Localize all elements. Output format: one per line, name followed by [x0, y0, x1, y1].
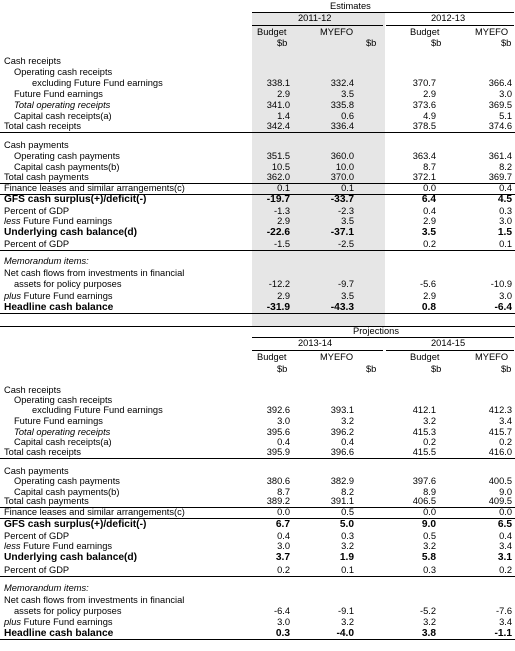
- cell-value: -4.0: [336, 628, 354, 639]
- cell-value: 0.2: [423, 239, 436, 249]
- row-label: Capital cash payments(b): [14, 162, 120, 172]
- row-label: Operating cash receipts: [14, 395, 113, 405]
- divider: [252, 337, 514, 338]
- cell-value: 3.0: [277, 416, 290, 426]
- cell-value: 8.7: [423, 162, 436, 172]
- year-header: 2012-13: [431, 13, 466, 23]
- cell-value: -10.9: [490, 279, 512, 289]
- divider: [386, 350, 514, 351]
- cell-value: 2.9: [277, 291, 290, 301]
- cell-value: -31.9: [266, 302, 290, 313]
- cell-value: -33.7: [330, 194, 354, 205]
- cell-value: 382.9: [330, 476, 354, 486]
- row-label: Total cash receipts: [4, 447, 81, 457]
- cell-value: 369.7: [488, 172, 512, 182]
- table-row: [0, 496, 515, 507]
- cell-value: 391.1: [330, 496, 354, 506]
- cell-value: 336.4: [330, 121, 354, 131]
- cell-value: 3.2: [423, 617, 436, 627]
- group-title: Projections: [353, 326, 399, 336]
- cell-value: 0.1: [277, 183, 290, 193]
- cell-value: 415.7: [488, 427, 512, 437]
- row-label: Underlying cash balance(d): [4, 552, 138, 563]
- cell-value: -2.5: [337, 239, 354, 249]
- cell-value: 4.9: [423, 111, 436, 121]
- cell-value: 0.3: [341, 531, 354, 541]
- row-label: GFS cash surplus(+)/deficit(-): [4, 194, 147, 205]
- cell-value: 8.2: [499, 162, 512, 172]
- cell-value: 3.0: [277, 541, 290, 551]
- table-row: [0, 268, 515, 279]
- row-label: Total cash payments: [4, 496, 89, 506]
- cell-value: 396.6: [330, 447, 354, 457]
- cell-value: 0.2: [499, 437, 512, 447]
- row-label: excluding Future Fund earnings: [32, 78, 163, 88]
- cell-value: 0.5: [423, 531, 436, 541]
- row-label: Capital cash receipts(a): [14, 111, 112, 121]
- cell-value: -1.1: [494, 628, 512, 639]
- row-divider: [0, 576, 515, 577]
- row-label: plus Future Fund earnings: [4, 291, 113, 301]
- row-label: Cash receipts: [4, 56, 61, 66]
- cell-value: -2.3: [337, 206, 354, 216]
- cell-value: 1.5: [497, 227, 512, 238]
- row-label: less Future Fund earnings: [4, 541, 113, 551]
- row-label: Headline cash balance: [4, 628, 114, 639]
- row-divider: [0, 132, 515, 133]
- cell-value: 338.1: [266, 78, 290, 88]
- cell-value: 2.9: [423, 291, 436, 301]
- row-label: Operating cash receipts: [14, 67, 113, 77]
- cell-value: 412.3: [488, 405, 512, 415]
- table-row: [0, 227, 515, 238]
- row-label: Net cash flows from investments in financial: [4, 595, 185, 605]
- cell-value: 360.0: [330, 151, 354, 161]
- cell-value: 0.2: [423, 437, 436, 447]
- row-label: Percent of GDP: [4, 531, 70, 541]
- table-row: [0, 56, 515, 67]
- table-row: [0, 302, 515, 313]
- row-label: Memorandum items:: [4, 583, 89, 593]
- cell-value: 406.5: [412, 496, 436, 506]
- cell-value: 409.5: [488, 496, 512, 506]
- cell-value: 10.0: [335, 162, 354, 172]
- row-label: Memorandum items:: [4, 256, 89, 266]
- cell-value: 3.5: [341, 216, 354, 226]
- cell-value: -1.5: [273, 239, 290, 249]
- cell-value: 0.0: [423, 183, 436, 193]
- year-header: 2011-12: [298, 13, 332, 23]
- column-header: Budget: [410, 27, 440, 37]
- row-label: assets for policy purposes: [14, 279, 122, 289]
- row-label: Percent of GDP: [4, 239, 70, 249]
- group-title: Estimates: [330, 1, 371, 11]
- cell-value: -12.2: [268, 279, 290, 289]
- cell-value: 0.4: [499, 531, 512, 541]
- cell-value: 0.0: [277, 507, 290, 517]
- unit-label: $b: [501, 364, 512, 374]
- row-label: Percent of GDP: [4, 565, 70, 575]
- cell-value: 370.7: [412, 78, 436, 88]
- divider: [252, 350, 383, 351]
- cell-value: 3.0: [499, 89, 512, 99]
- cell-value: -9.7: [337, 279, 354, 289]
- cell-value: 3.2: [341, 416, 354, 426]
- cell-value: 369.5: [488, 100, 512, 110]
- cell-value: 415.5: [412, 447, 436, 457]
- cell-value: 0.0: [499, 507, 512, 517]
- cell-value: -6.4: [494, 302, 512, 313]
- cell-value: 378.5: [412, 121, 436, 131]
- table-row: [0, 78, 515, 89]
- row-label: Operating cash payments: [14, 151, 120, 161]
- cell-value: 0.3: [275, 628, 290, 639]
- cell-value: 3.5: [341, 291, 354, 301]
- cell-value: 1.9: [339, 552, 354, 563]
- row-divider: [0, 458, 515, 459]
- row-label: Cash receipts: [4, 385, 61, 395]
- row-prefix: plus: [4, 291, 24, 301]
- cell-value: 363.4: [412, 151, 436, 161]
- cell-value: 395.9: [266, 447, 290, 457]
- cell-value: 3.8: [421, 628, 436, 639]
- table-row: [0, 279, 515, 290]
- cell-value: -5.2: [419, 606, 436, 616]
- cell-value: 0.2: [277, 565, 290, 575]
- column-header: MYEFO: [475, 352, 509, 362]
- row-divider: [0, 507, 515, 508]
- cell-value: 10.5: [271, 162, 290, 172]
- row-label: Total cash payments: [4, 172, 89, 182]
- row-prefix: less: [4, 541, 24, 551]
- table-row: [0, 583, 515, 594]
- cell-value: 5.0: [339, 519, 354, 530]
- cell-value: 6.7: [275, 519, 290, 530]
- cell-value: 351.5: [266, 151, 290, 161]
- cell-value: 373.6: [412, 100, 436, 110]
- cell-value: 396.2: [330, 427, 354, 437]
- unit-label: $b: [277, 38, 288, 48]
- unit-label: $b: [431, 38, 442, 48]
- cell-value: 9.0: [499, 487, 512, 497]
- table-row: [0, 256, 515, 267]
- row-prefix: less: [4, 216, 24, 226]
- cell-value: 370.0: [330, 172, 354, 182]
- table-row: [0, 291, 515, 302]
- cell-value: 0.4: [423, 206, 436, 216]
- cell-value: -7.6: [495, 606, 512, 616]
- table-row: [0, 519, 515, 530]
- table-row: [0, 416, 515, 427]
- row-label: Cash payments: [4, 466, 69, 476]
- cell-value: 400.5: [488, 476, 512, 486]
- row-label: Total cash receipts: [4, 121, 81, 131]
- cell-value: 3.4: [499, 416, 512, 426]
- table-row: [0, 628, 515, 639]
- cell-value: 332.4: [330, 78, 354, 88]
- cell-value: 0.4: [277, 531, 290, 541]
- cell-value: 2.9: [423, 89, 436, 99]
- row-label: Headline cash balance: [4, 302, 114, 313]
- cell-value: 3.2: [341, 617, 354, 627]
- cell-value: -37.1: [330, 227, 354, 238]
- cell-value: 3.7: [275, 552, 290, 563]
- cell-value: 0.1: [499, 239, 512, 249]
- unit-label: $b: [431, 364, 442, 374]
- table-row: [0, 405, 515, 416]
- table-row: [0, 617, 515, 628]
- cell-value: 380.6: [266, 476, 290, 486]
- cell-value: 2.9: [277, 89, 290, 99]
- unit-label: $b: [277, 364, 288, 374]
- column-header: MYEFO: [320, 352, 354, 362]
- cell-value: 392.6: [266, 405, 290, 415]
- row-label: Total operating receipts: [14, 100, 111, 110]
- cell-value: 412.1: [412, 405, 436, 415]
- table-row: [0, 447, 515, 458]
- row-label: Operating cash payments: [14, 476, 120, 486]
- cell-value: 361.4: [488, 151, 512, 161]
- column-header: Budget: [410, 352, 440, 362]
- cell-value: -19.7: [266, 194, 290, 205]
- cell-value: 0.4: [277, 437, 290, 447]
- cell-value: 372.1: [412, 172, 436, 182]
- cell-value: 3.2: [423, 541, 436, 551]
- row-divider: [0, 518, 515, 519]
- cell-value: 0.8: [421, 302, 436, 313]
- row-label: excluding Future Fund earnings: [32, 405, 163, 415]
- cell-value: 3.5: [421, 227, 436, 238]
- table-row: [0, 239, 515, 250]
- cell-value: 0.3: [499, 206, 512, 216]
- row-divider: [0, 250, 515, 251]
- cell-value: 3.2: [341, 541, 354, 551]
- row-label: Percent of GDP: [4, 206, 70, 216]
- row-divider: [0, 194, 515, 195]
- year-header: 2014-15: [431, 338, 466, 348]
- row-label: GFS cash surplus(+)/deficit(-): [4, 519, 147, 530]
- row-divider: [0, 183, 515, 184]
- table-row: [0, 183, 515, 194]
- cell-value: 3.0: [499, 216, 512, 226]
- cell-value: 1.4: [277, 111, 290, 121]
- row-divider: [0, 313, 515, 314]
- cell-value: 3.0: [277, 617, 290, 627]
- cell-value: 3.4: [499, 541, 512, 551]
- cell-value: 0.3: [423, 565, 436, 575]
- cell-value: 0.1: [341, 565, 354, 575]
- table-row: [0, 606, 515, 617]
- divider: [252, 25, 383, 26]
- cell-value: 389.2: [266, 496, 290, 506]
- divider: [0, 326, 515, 327]
- column-header: MYEFO: [320, 27, 354, 37]
- row-label: Underlying cash balance(d): [4, 227, 138, 238]
- cell-value: 366.4: [488, 78, 512, 88]
- row-label: Finance leases and similar arrangements(c): [4, 183, 185, 193]
- table-row: [0, 172, 515, 183]
- table-row: [0, 194, 515, 205]
- row-label: plus Future Fund earnings: [4, 617, 113, 627]
- row-label: Total operating receipts: [14, 427, 111, 437]
- cell-value: 5.1: [499, 111, 512, 121]
- row-label: Future Fund earnings: [14, 416, 103, 426]
- column-header: Budget: [257, 352, 287, 362]
- cell-value: 3.0: [499, 291, 512, 301]
- cell-value: 415.3: [412, 427, 436, 437]
- cell-value: 342.4: [266, 121, 290, 131]
- row-label: Net cash flows from investments in financial: [4, 268, 185, 278]
- table-row: [0, 507, 515, 518]
- table-row: [0, 476, 515, 487]
- row-label: Future Fund earnings: [14, 89, 103, 99]
- row-label: Capital cash payments(b): [14, 487, 120, 497]
- row-label: Finance leases and similar arrangements(c): [4, 507, 185, 517]
- cell-value: 362.0: [266, 172, 290, 182]
- table-row: [0, 565, 515, 576]
- column-header: MYEFO: [475, 27, 509, 37]
- cell-value: -6.4: [273, 606, 290, 616]
- cell-value: 416.0: [488, 447, 512, 457]
- table-row: [0, 89, 515, 100]
- table-row: [0, 541, 515, 552]
- cell-value: 8.2: [341, 487, 354, 497]
- table-row: [0, 100, 515, 111]
- cell-value: 395.6: [266, 427, 290, 437]
- row-divider: [0, 639, 515, 640]
- cell-value: 6.5: [497, 519, 512, 530]
- cell-value: -5.6: [419, 279, 436, 289]
- cell-value: 4.5: [497, 194, 512, 205]
- row-label: Capital cash receipts(a): [14, 437, 112, 447]
- cell-value: 5.8: [421, 552, 436, 563]
- projections-table: [0, 326, 515, 651]
- cell-value: 9.0: [421, 519, 436, 530]
- cell-value: 335.8: [330, 100, 354, 110]
- cell-value: 0.6: [341, 111, 354, 121]
- cell-value: 0.5: [341, 507, 354, 517]
- unit-label: $b: [366, 364, 377, 374]
- cell-value: 0.0: [423, 507, 436, 517]
- unit-label: $b: [366, 38, 377, 48]
- cell-value: 8.7: [277, 487, 290, 497]
- cell-value: 3.1: [497, 552, 512, 563]
- cell-value: 0.1: [341, 183, 354, 193]
- cell-value: 2.9: [277, 216, 290, 226]
- cell-value: 2.9: [423, 216, 436, 226]
- table-row: [0, 552, 515, 563]
- cell-value: 0.4: [341, 437, 354, 447]
- divider: [252, 12, 514, 13]
- table-row: [0, 67, 515, 78]
- cell-value: -1.3: [273, 206, 290, 216]
- row-label: assets for policy purposes: [14, 606, 122, 616]
- row-prefix: plus: [4, 617, 24, 627]
- row-label: Cash payments: [4, 140, 69, 150]
- table-row: [0, 595, 515, 606]
- cell-value: 374.6: [488, 121, 512, 131]
- table-row: [0, 140, 515, 151]
- table-row: [0, 216, 515, 227]
- column-header: Budget: [257, 27, 287, 37]
- table-row: [0, 121, 515, 132]
- cell-value: 393.1: [330, 405, 354, 415]
- cell-value: 0.4: [499, 183, 512, 193]
- cell-value: 6.4: [421, 194, 436, 205]
- unit-label: $b: [501, 38, 512, 48]
- year-header: 2013-14: [298, 338, 333, 348]
- cell-value: -43.3: [330, 302, 354, 313]
- table-row: [0, 151, 515, 162]
- cell-value: 3.4: [499, 617, 512, 627]
- cell-value: 341.0: [266, 100, 290, 110]
- cell-value: 3.5: [341, 89, 354, 99]
- divider: [386, 25, 514, 26]
- cell-value: -22.6: [266, 227, 290, 238]
- row-label: less Future Fund earnings: [4, 216, 113, 226]
- cell-value: 397.6: [412, 476, 436, 486]
- cell-value: 0.2: [499, 565, 512, 575]
- cell-value: -9.1: [337, 606, 354, 616]
- cell-value: 3.2: [423, 416, 436, 426]
- cell-value: 8.9: [423, 487, 436, 497]
